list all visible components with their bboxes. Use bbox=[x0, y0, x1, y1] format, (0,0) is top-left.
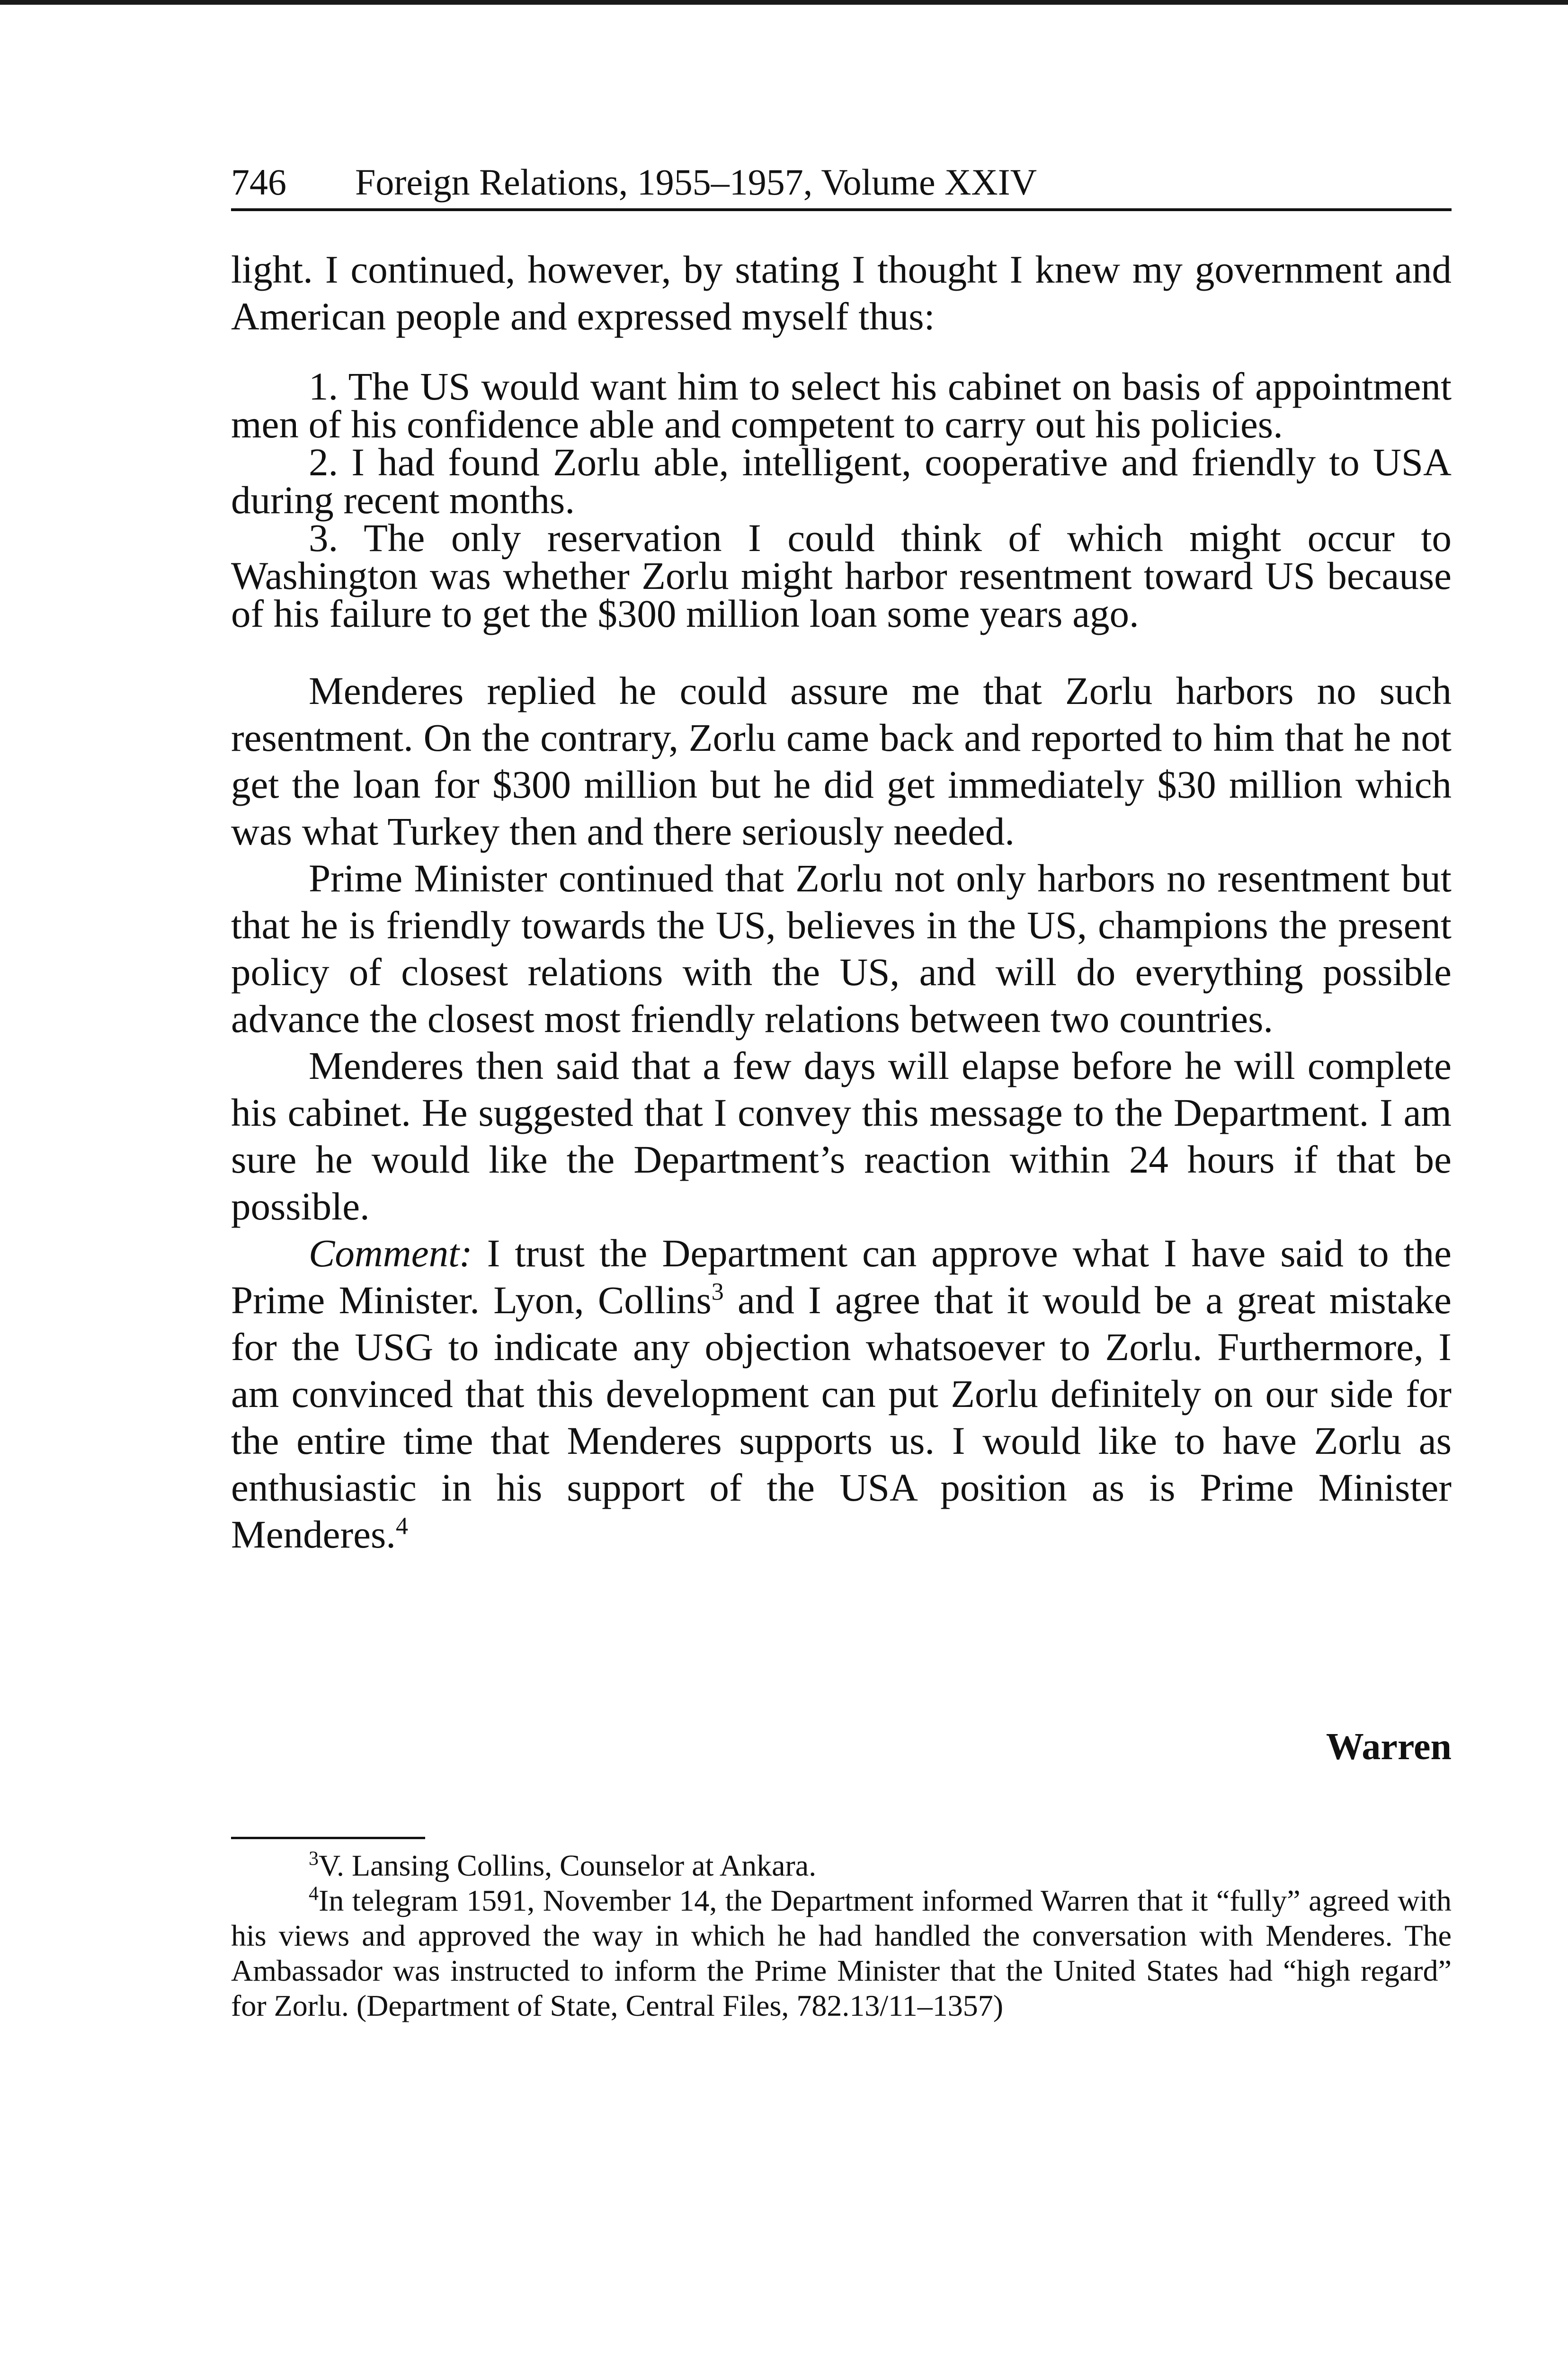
page-top-edge bbox=[0, 0, 1568, 5]
paragraph: Menderes then said that a few days will elapse before he will complete his cabinet. He suggested that I convey this message to the Department. I am sure he would like the Department’s reaction within 24 hours if that be possible. bbox=[231, 1044, 1452, 1228]
paragraph: Menderes replied he could assure me that Zorlu harbors no such resentment. On the contrary, Zorlu came back and reported to him that he not get the loan for $300 million but he did get immediately $30 million which was what Turkey then and there seriously needed. bbox=[231, 669, 1452, 853]
list-item: 3. The only reservation I could think of which might occur to Washington was whether Zorlu might harbor resentment toward US because of his failure to get the $300 million loan some years ago. bbox=[231, 516, 1452, 635]
list-item: 2. I had found Zorlu able, intelligent, cooperative and friendly to USA during recent months. bbox=[231, 440, 1452, 522]
footnotes bbox=[231, 1848, 1452, 2023]
running-header bbox=[231, 156, 1452, 211]
footnote-ref-4: 4 bbox=[396, 1513, 409, 1540]
footnote-number: 4 bbox=[309, 1883, 319, 1905]
list-item: 1. The US would want him to select his cabinet on basis of appointment men of his confidence able and competent to carry out his policies. bbox=[231, 365, 1452, 446]
footnote-text: In telegram 1591, November 14, the Department informed Warren that it “fully” agreed with his views and approved the way in which he had handled the conversation with Menderes. The Ambassador was instructed to inform the Prime Minister that the United States had “high regard” for Zorlu. (Department of State, Central Files, 782.13/11–1357) bbox=[231, 1884, 1452, 2022]
comment-text-2: and I agree that it would be a great mistake for the USG to indicate any objection whatsoever to Zorlu. Furthermore, I am convinced that this development can put Zorlu definitely on our side for the entire time that Menderes supports us. I would like to have Zorlu as enthusiastic in his support of the USA position as is Prime Minister Menderes. bbox=[231, 1278, 1452, 1556]
footnote-number: 3 bbox=[309, 1848, 319, 1870]
footnote bbox=[231, 1883, 1452, 2023]
footnote-ref-3: 3 bbox=[711, 1278, 724, 1306]
comment-text-1: I trust the Department can approve what I have said to the Prime Minister. Lyon, Collins bbox=[231, 1231, 1452, 1322]
body-paragraphs bbox=[231, 667, 1452, 1558]
signature: Warren bbox=[1326, 1726, 1452, 1768]
paragraph: Prime Minister continued that Zorlu not only harbors no resentment but that he is friendly towards the US, believes in the US, champions the present policy of closest relations with the US, and will do everything possible advance the closest most friendly relations between two countries. bbox=[231, 856, 1452, 1041]
footnote-divider bbox=[231, 1837, 425, 1839]
main-text bbox=[231, 246, 1452, 1558]
page-number: 746 bbox=[231, 161, 286, 203]
intro-paragraph: light. I continued, however, by stating I thought I knew my government and American people and expressed myself thus: bbox=[231, 248, 1452, 338]
footnote bbox=[231, 1848, 1452, 1883]
footnote-text: V. Lansing Collins, Counselor at Ankara. bbox=[319, 1849, 817, 1882]
running-title: Foreign Relations, 1955–1957, Volume XXIV bbox=[355, 161, 1037, 203]
comment-paragraph bbox=[231, 1230, 1452, 1558]
numbered-list bbox=[231, 365, 1452, 635]
comment-label: Comment: bbox=[309, 1231, 472, 1275]
